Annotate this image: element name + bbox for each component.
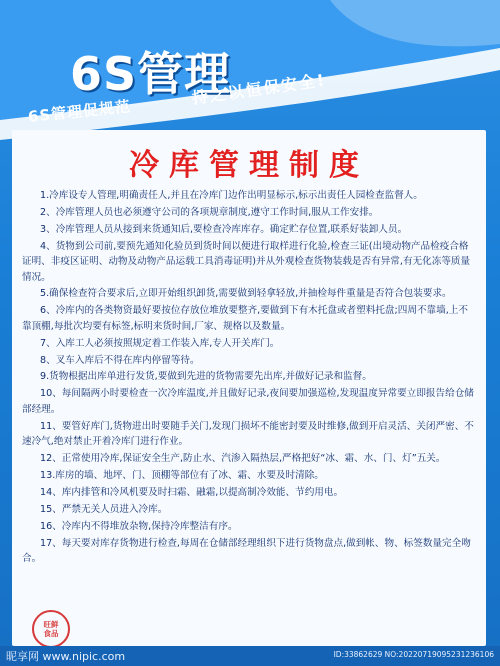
rule-item: 2、冷库管理人员也必须遵守公司的各项规章制度,遵守工作时间,服从工作安排。 xyxy=(40,206,379,218)
rule-item: 10、每间隔两小时要检查一次冷库温度,并且做好记录,夜间要加强巡检,发现温度异常要立即报告给仓储部经理。 xyxy=(22,388,474,415)
rule-item: 6、冷库内的各类物资最好要按位存放位堆放要整齐,要做到下有木托盘或者塑料托盘;四周不靠墙,上不靠顶棚,每批次均要有标签,标明来货时间,厂家、规格以及数量。 xyxy=(22,305,468,332)
rule-item: 4、货物到公司前,要预先通知化验员到货时间以便进行取样进行化验,检查三证(出境动物产品检疫合格证明、非疫区证明、动物及动物产品运载工具消毒证明)并从外观检查货物装载是否有异常,有无化冻等质量情况。 xyxy=(22,240,471,283)
rule-item: 3、冷库管理人员从接到来货通知后,要检查冷库库存。确定贮存位置,联系好装卸人员。 xyxy=(40,223,408,235)
document-title: 冷库管理制度 xyxy=(129,148,369,183)
rules-list xyxy=(22,188,474,568)
content-panel xyxy=(12,130,486,646)
company-stamp xyxy=(32,610,70,648)
rule-item: 8、叉车入库后不得在库内停留等待。 xyxy=(40,354,200,366)
slogan-left: 6S管理促规范 xyxy=(27,97,132,126)
rule-item: 16、冷库内不得堆放杂物,保持冷库整洁有序。 xyxy=(40,520,238,532)
stamp-line-1: 旺鲜 xyxy=(43,620,59,629)
stamp-line-2: 食品 xyxy=(43,629,59,638)
slogan-right: 持之以恒保安全! xyxy=(190,70,328,108)
rule-item: 13.库房的墙、地坪、门、顶棚等部位有了冰、霜、水要及时清除。 xyxy=(40,469,324,481)
rule-item: 11、要管好库门,货物进出时要随手关门,发现门损坏不能密封要及时维修,做到开启灵活、关闭严密、不速冷气,绝对禁止开着冷库门进行作业。 xyxy=(22,420,474,448)
brand-title: 6S管理 xyxy=(70,47,232,101)
rule-item: 1.冷库设专人管理,明确责任人,并且在冷库门边作出明显标示,标示出责任人园检查监督人。 xyxy=(40,190,423,201)
rule-item: 5.确保检查符合要求后,立即开始组织卸货,需要做到轻拿轻放,并抽检每件重量是否符合包装要求。 xyxy=(40,288,452,300)
rule-item: 12、正常使用冷库,保证安全生产,防止水、汽渗入隔热层,严格把好“冰、霜、水、门、灯”五关。 xyxy=(40,453,446,464)
rule-item: 15、严禁无关人员进入冷库。 xyxy=(40,503,168,515)
watermark-right: ID:33862629 NO:20220719095231236106 xyxy=(333,650,494,659)
rule-item: 17、每天要对库存货物进行检查,每周在仓储部经理组织下进行货物盘点,做到帐、物、标签数量完全吻合。 xyxy=(22,537,471,564)
rule-item: 9.货物根据出库单进行发货,要做到先进的货物需要先出库,并做好记录和监督。 xyxy=(40,371,372,383)
watermark-left: 昵享网 www.nipic.com xyxy=(6,650,126,663)
rule-item: 14、库内排管和冷风机要及时扫霜、融霜,以提高制冷效能、节约用电。 xyxy=(40,486,344,498)
rule-item: 7、入库工人必须按照规定着工作装入库,专人开关库门。 xyxy=(40,337,280,349)
